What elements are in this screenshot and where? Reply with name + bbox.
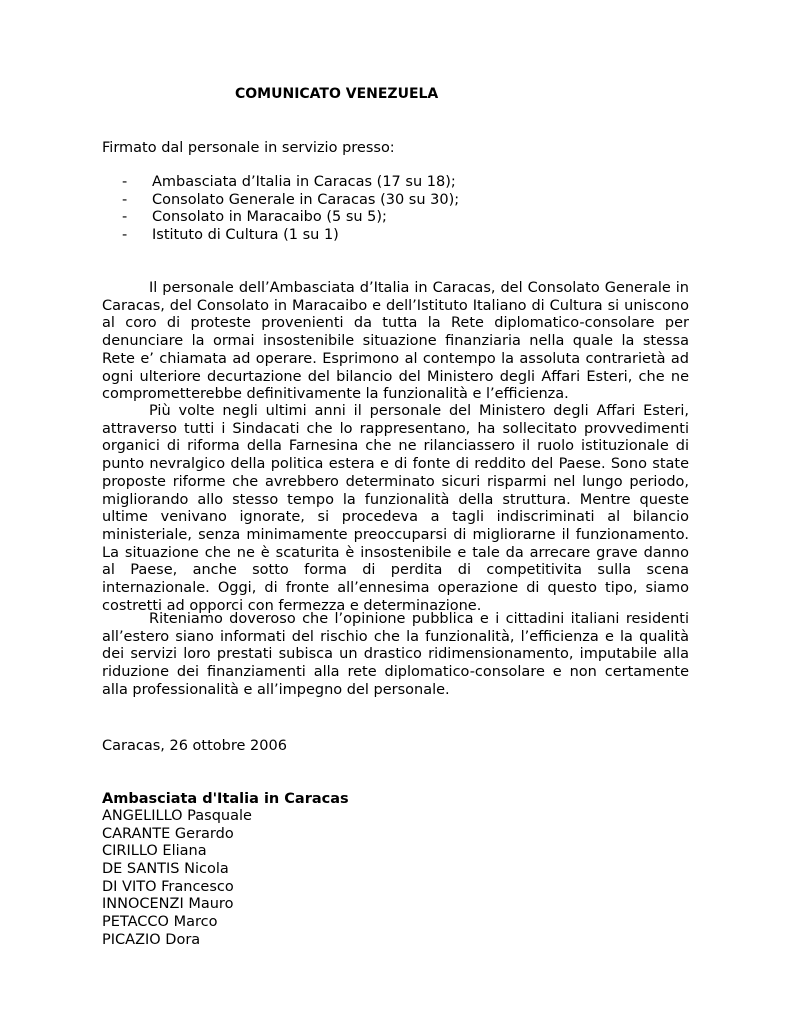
list-bullet: - bbox=[122, 174, 128, 190]
list-bullet: - bbox=[122, 209, 128, 226]
list-item-text: Consolato Generale in Caracas (30 su 30); bbox=[152, 191, 460, 208]
list-item-text: Ambasciata d’Italia in Caracas (17 su 18); bbox=[152, 174, 456, 190]
body-paragraph: Più volte negli ultimi anni il personale del Ministero degli Affari Esteri, attraverso tutti i Sindacati che lo rappresentano, ha sollecitato provvedimenti organici di riforma della Farnesina che ne rilanciassero il ruolo istituzionale di punto nevralgico della politica estera e di fonte di reddito del Paese. Sono state proposte riforme che avrebbero determinato sicuri risparmi nel lungo periodo, migliorando allo stesso tempo la funzionalità della struttura. Mentre queste ultime venivano ignorate, si procedeva a tagli indiscriminati al bilancio ministeriale, senza minimamente preoccuparsi di migliorarne il funzionamento. La situazione che ne è scaturita è insostenibile e tale da arrecare grave danno al Paese, anche sotto forma di perdita di competitivita sulla scena internazionale. Oggi, di fronte all’ennesima operazione di questo tipo, siamo costretti ad opporci con fermezza e determinazione. bbox=[102, 403, 689, 614]
signatory-name: DE SANTIS Nicola bbox=[102, 861, 229, 878]
signatory-name: ANGELILLO Pasquale bbox=[102, 808, 252, 824]
signatory-name: CARANTE Gerardo bbox=[102, 825, 234, 842]
body-paragraph: Riteniamo doveroso che l’opinione pubblica e i cittadini italiani residenti all’estero siano informati del rischio che la funzionalità, l’efficienza e la qualità dei servizi loro prestati subisca un drastico ridimensionamento, imputabile alla riduzione dei finanziamenti alla rete diplomatico-consolare e non certamente alla professionalità e all’impegno del personale. bbox=[102, 611, 689, 698]
signatories-heading: Ambasciata d'Italia in Caracas bbox=[102, 791, 349, 807]
signatories-list bbox=[102, 808, 252, 950]
body-paragraph: Il personale dell’Ambasciata d’Italia in Caracas, del Consolato Generale in Caracas, del Consolato in Maracaibo e dell’Istituto Italiano di Cultura si uniscono al coro di proteste provenienti da tutta la Rete diplomatico-consolare per denunciare la ormai insostenibile situazione finanziaria nella quale la stessa Rete e’ chiamata ad operare. Esprimono al contempo la assoluta contrarietà ad ogni ulteriore decurtazione del bilancio del Ministero degli Affari Esteri, che ne comprometterebbe definitivamente la funzionalità e l’efficienza. bbox=[102, 280, 689, 403]
date-line: Caracas, 26 ottobre 2006 bbox=[102, 738, 287, 754]
list-bullet: - bbox=[122, 227, 128, 244]
signatory-name: INNOCENZI Mauro bbox=[102, 896, 234, 913]
list-item-text: Istituto di Cultura (1 su 1) bbox=[152, 227, 339, 244]
office-list bbox=[102, 174, 459, 245]
signatory-name: PETACCO Marco bbox=[102, 914, 218, 931]
office-list-item bbox=[102, 192, 459, 210]
signatory-name: PICAZIO Dora bbox=[102, 931, 201, 948]
list-bullet: - bbox=[122, 191, 128, 208]
list-item-text: Consolato in Maracaibo (5 su 5); bbox=[152, 209, 387, 226]
document-title: COMUNICATO VENEZUELA bbox=[235, 86, 439, 102]
signatory-name: CIRILLO Eliana bbox=[102, 843, 207, 860]
office-list-item bbox=[102, 227, 459, 245]
intro-line: Firmato dal personale in servizio presso: bbox=[102, 140, 395, 156]
signatory-name: DI VITO Francesco bbox=[102, 878, 234, 895]
office-list-item bbox=[102, 209, 459, 227]
office-list-item bbox=[102, 174, 459, 192]
